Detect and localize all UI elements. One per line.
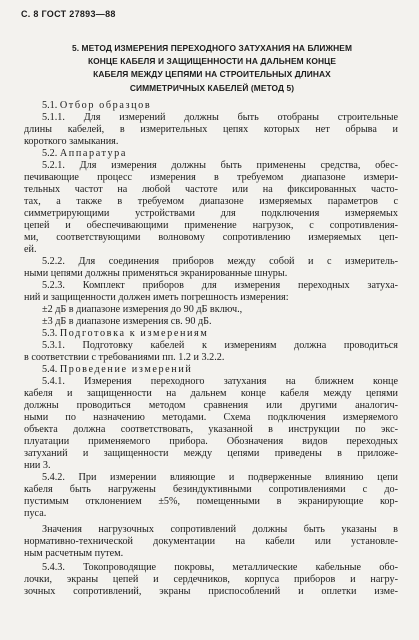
subsection-heading-text: 5.2. Аппаратура	[42, 148, 127, 159]
text-line: печивающие процесс измерения в требуемом диапазоне измери-	[24, 172, 398, 183]
section-title-line: КАБЕЛЯ МЕЖДУ ЦЕПЯМИ НА СТРОИТЕЛЬНЫХ ДЛИНАХ	[93, 69, 331, 80]
text-line: ей.	[24, 244, 37, 255]
text-line: 5.2.3. Комплект приборов для измерения переходных затуха-	[42, 280, 398, 291]
text-line: 5.3.1. Подготовку кабелей к измерениям должна проводиться	[42, 340, 398, 351]
section-title-line: КОНЦЕ КАБЕЛЯ И ЗАЩИЩЕННОСТИ НА ДАЛЬНЕМ КОНЦЕ	[87, 56, 337, 67]
text-line: затуханий и защищенности между цепями приведены в приложе-	[24, 448, 398, 459]
text-line: нормативно-технической документации на кабели или установле-	[24, 536, 398, 547]
text-line: объекта должна соответствовать, указанной в инструкции по экс-	[24, 424, 398, 435]
text-line: пустимым отклонением ±5%, помещенными в экранирующие кор-	[24, 496, 398, 507]
text-line: ±2 дБ в диапазоне измерения до 90 дБ включ.,	[42, 304, 243, 315]
section-title-line: СИММЕТРИЧНЫХ КАБЕЛЕЙ (МЕТОД 5)	[129, 82, 295, 93]
text-line: 5.4.1. Измерения переходного затухания на ближнем конце	[42, 376, 398, 387]
subsection-heading	[42, 100, 398, 112]
text-line: ±3 дБ в диапазоне измерения св. 90 дБ.	[42, 316, 212, 327]
text-line: плуатации применяемого прибора. Обозначения видов переходных	[24, 436, 398, 447]
text-line: тах, а также в требуемом диапазоне измеряемых параметров с	[24, 196, 398, 207]
subsection-heading-text: 5.1. Отбор образцов	[42, 100, 152, 111]
text-line: цепей и обеспечивающими применение нагрузок, с сопротивления-	[24, 220, 398, 231]
section-title	[26, 42, 398, 95]
subsection-heading	[42, 328, 398, 340]
page-header: С. 8 ГОСТ 27893—88	[21, 9, 116, 19]
text-line: Значения нагрузочных сопротивлений должны быть указаны в	[42, 524, 398, 535]
text-line: ными цепями должны применяться экранированные шнуры.	[24, 268, 288, 279]
subsection-heading	[42, 364, 398, 376]
text-line: тельных частот на любой частоте или на фиксированных часто-	[24, 184, 398, 195]
text-line: 5.4.2. При измерении влияющие и подверженные влиянию цепи	[42, 472, 398, 483]
text-line: ми, соответствующими волновому сопротивлению измеряемых цеп-	[24, 232, 398, 243]
text-line: должны проводиться методом сравнения или другими аналогич-	[24, 400, 398, 411]
text-line: кабеля быть нагружены безиндуктивными сопротивлениями с до-	[24, 484, 398, 495]
text-line: 5.1.1. Для измерений должны быть отобраны строительные	[42, 112, 398, 123]
section-title-line: 5. МЕТОД ИЗМЕРЕНИЯ ПЕРЕХОДНОГО ЗАТУХАНИЯ НА БЛИЖНЕМ	[71, 43, 353, 53]
subsection-heading	[42, 148, 398, 160]
text-line: 5.2.1. Для измерения должны быть применены средства, обес-	[42, 160, 398, 171]
text-line: лочки, экраны цепей и сердечников, корпуса приборов и нагру-	[24, 574, 398, 585]
text-line: кабеля и защищенности на дальнем конце кабеля между цепями	[24, 388, 398, 399]
text-line: 5.2.2. Для соединения приборов между собой и с измеритель-	[42, 256, 398, 267]
text-line: зочных сопротивлений, экраны приспособлений и оплетки изме-	[24, 586, 398, 597]
text-line: 5.4.3. Токопроводящие покровы, металлические кабельные обо-	[42, 562, 398, 573]
text-line: нии 3.	[24, 460, 51, 471]
text-line: пуса.	[24, 508, 47, 519]
text-line: длины кабелей, в измерительных цепях которых нет обрыва и	[24, 124, 398, 135]
subsection-heading-text: 5.3. Подготовка к измерениям	[42, 328, 209, 339]
text-line: короткого замыкания.	[24, 136, 119, 147]
text-line: симметрирующими устройствами для подключения измеряемых	[24, 208, 398, 219]
text-line: ными по назначению методами. Схема подключения измеряемого	[24, 412, 398, 423]
subsection-heading-text: 5.4. Проведение измерений	[42, 364, 193, 375]
text-line: ний и защищенности должен иметь погрешность измерения:	[24, 292, 289, 303]
text-line: ным расчетным путем.	[24, 548, 124, 559]
text-line: в соответствии с требованиями пп. 1.2 и 3.2.2.	[24, 352, 225, 363]
